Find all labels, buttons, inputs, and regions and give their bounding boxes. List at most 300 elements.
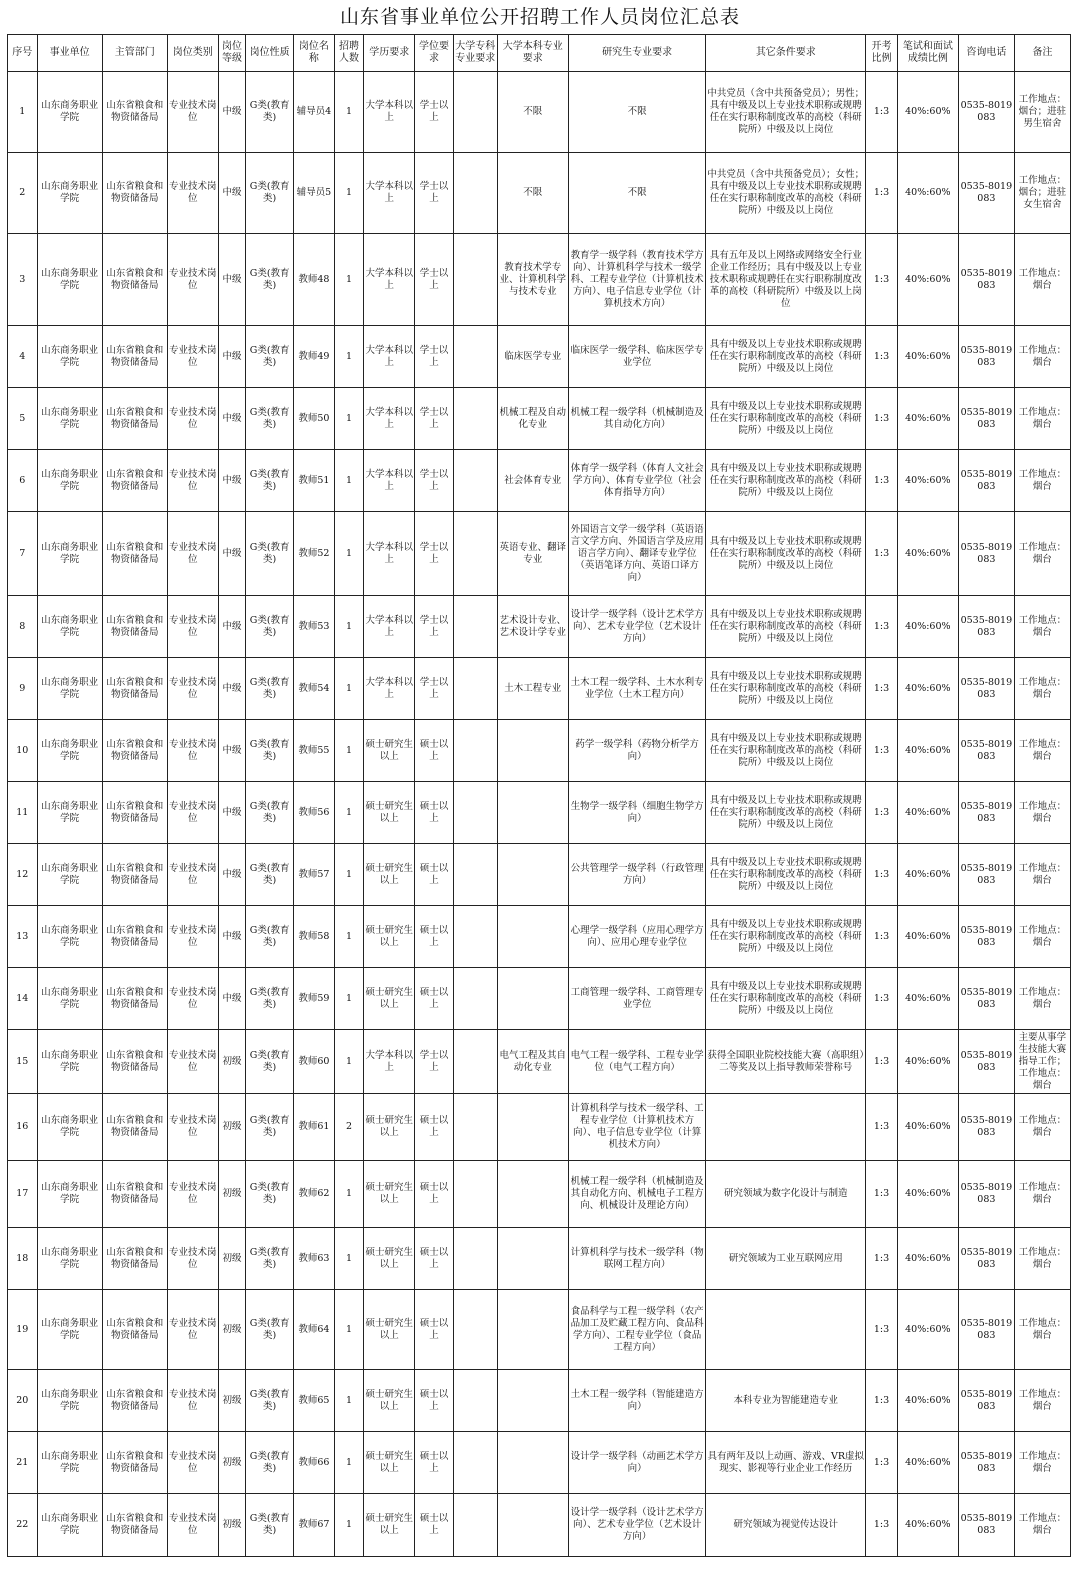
table-cell: 教师56 bbox=[294, 782, 335, 844]
table-cell: 不限 bbox=[497, 72, 568, 153]
table-cell: 40%:60% bbox=[897, 1370, 958, 1432]
header-row bbox=[8, 35, 1071, 72]
table-cell: 专业技术岗位 bbox=[167, 844, 218, 906]
table-cell: 0535-8019083 bbox=[958, 234, 1014, 326]
table-cell: 山东省粮食和物资储备局 bbox=[102, 450, 167, 512]
table-cell: 40%:60% bbox=[897, 72, 958, 153]
table-cell bbox=[453, 1228, 497, 1290]
table-cell: 2 bbox=[334, 1094, 364, 1161]
table-cell: 专业技术岗位 bbox=[167, 1290, 218, 1370]
table-cell: 具有中级及以上专业技术职称或规聘任在实行职称制度改革的高校（科研院所）中级及以上岗位 bbox=[706, 596, 866, 658]
table-cell: 大学本科以上 bbox=[364, 596, 415, 658]
table-cell: 艺术设计专业、艺术设计学专业 bbox=[497, 596, 568, 658]
table-cell: G类(教育类) bbox=[246, 1494, 294, 1557]
table-cell: 1 bbox=[334, 512, 364, 596]
table-cell: 40%:60% bbox=[897, 596, 958, 658]
table-cell: 40%:60% bbox=[897, 153, 958, 234]
column-header: 岗位类别 bbox=[167, 35, 218, 72]
table-cell: 教师63 bbox=[294, 1228, 335, 1290]
table-cell: 1 bbox=[334, 234, 364, 326]
table-cell: 山东商务职业学院 bbox=[37, 658, 102, 720]
table-cell: 专业技术岗位 bbox=[167, 512, 218, 596]
table-cell: 工作地点：烟台 bbox=[1014, 1370, 1070, 1432]
table-cell: 中级 bbox=[218, 968, 245, 1030]
table-cell: 初级 bbox=[218, 1228, 245, 1290]
table-cell: 山东商务职业学院 bbox=[37, 1432, 102, 1494]
table-cell: 山东省粮食和物资储备局 bbox=[102, 968, 167, 1030]
table-cell: G类(教育类) bbox=[246, 512, 294, 596]
table-cell: 1:3 bbox=[866, 1370, 898, 1432]
table-cell: 具有中级及以上专业技术职称或规聘任在实行职称制度改革的高校（科研院所）中级及以上岗位 bbox=[706, 844, 866, 906]
table-cell: 大学本科以上 bbox=[364, 388, 415, 450]
table-cell bbox=[497, 1290, 568, 1370]
column-header: 咨询电话 bbox=[958, 35, 1014, 72]
table-cell: 硕士研究生以上 bbox=[364, 1432, 415, 1494]
table-cell: 工作地点：烟台 bbox=[1014, 1432, 1070, 1494]
table-cell: 40%:60% bbox=[897, 1290, 958, 1370]
table-cell: 公共管理学一级学科（行政管理方向） bbox=[568, 844, 705, 906]
table-cell bbox=[497, 1161, 568, 1228]
table-cell: 教师64 bbox=[294, 1290, 335, 1370]
table-cell: 1:3 bbox=[866, 1030, 898, 1094]
table-cell: 教师51 bbox=[294, 450, 335, 512]
table-cell: 40%:60% bbox=[897, 388, 958, 450]
table-cell: 40%:60% bbox=[897, 782, 958, 844]
table-body bbox=[8, 72, 1071, 1557]
table-cell: 教师57 bbox=[294, 844, 335, 906]
table-cell: 硕士以上 bbox=[415, 1432, 454, 1494]
table-cell: 1 bbox=[334, 153, 364, 234]
table-cell: 1:3 bbox=[866, 1432, 898, 1494]
table-cell: 1 bbox=[334, 596, 364, 658]
table-cell: 山东省粮食和物资储备局 bbox=[102, 512, 167, 596]
table-cell: 1:3 bbox=[866, 1094, 898, 1161]
table-cell bbox=[497, 1370, 568, 1432]
table-cell: 1:3 bbox=[866, 968, 898, 1030]
table-cell: 具有中级及以上专业技术职称或规聘任在实行职称制度改革的高校（科研院所）中级及以上岗位 bbox=[706, 906, 866, 968]
table-cell: 初级 bbox=[218, 1094, 245, 1161]
table-cell: 教师53 bbox=[294, 596, 335, 658]
table-cell: 硕士以上 bbox=[415, 782, 454, 844]
table-cell: 40%:60% bbox=[897, 234, 958, 326]
table-cell: 20 bbox=[8, 1370, 38, 1432]
column-header: 备注 bbox=[1014, 35, 1070, 72]
table-cell: 硕士以上 bbox=[415, 720, 454, 782]
table-cell: 1 bbox=[334, 326, 364, 388]
table-cell: 0535-8019083 bbox=[958, 720, 1014, 782]
table-cell: 硕士研究生以上 bbox=[364, 1370, 415, 1432]
table-cell: 10 bbox=[8, 720, 38, 782]
table-cell: 具有中级及以上专业技术职称或规聘任在实行职称制度改革的高校（科研院所）中级及以上岗位 bbox=[706, 450, 866, 512]
table-row bbox=[8, 153, 1071, 234]
table-cell: 山东省粮食和物资储备局 bbox=[102, 1432, 167, 1494]
table-cell: 山东商务职业学院 bbox=[37, 512, 102, 596]
table-cell: 1 bbox=[334, 782, 364, 844]
table-row bbox=[8, 906, 1071, 968]
column-header: 其它条件要求 bbox=[706, 35, 866, 72]
table-cell: 硕士研究生以上 bbox=[364, 1228, 415, 1290]
table-cell bbox=[453, 72, 497, 153]
table-row bbox=[8, 968, 1071, 1030]
table-cell: G类(教育类) bbox=[246, 1161, 294, 1228]
table-cell bbox=[453, 596, 497, 658]
table-cell: 工作地点：烟台 bbox=[1014, 1290, 1070, 1370]
table-cell: 1:3 bbox=[866, 512, 898, 596]
table-cell: 14 bbox=[8, 968, 38, 1030]
table-row bbox=[8, 72, 1071, 153]
table-cell: 山东商务职业学院 bbox=[37, 388, 102, 450]
table-cell: 硕士以上 bbox=[415, 906, 454, 968]
table-cell: 辅导员5 bbox=[294, 153, 335, 234]
table-cell: 1:3 bbox=[866, 72, 898, 153]
table-cell: 1:3 bbox=[866, 906, 898, 968]
table-row bbox=[8, 1228, 1071, 1290]
table-cell: 工作地点：烟台 bbox=[1014, 450, 1070, 512]
table-cell bbox=[453, 234, 497, 326]
table-row bbox=[8, 1290, 1071, 1370]
table-cell: 计算机科学与技术一级学科（物联网工程方向） bbox=[568, 1228, 705, 1290]
table-row bbox=[8, 720, 1071, 782]
table-cell: 1 bbox=[334, 1370, 364, 1432]
table-cell: 山东商务职业学院 bbox=[37, 1370, 102, 1432]
table-cell: 机械工程及自动化专业 bbox=[497, 388, 568, 450]
table-row bbox=[8, 234, 1071, 326]
table-cell: 山东商务职业学院 bbox=[37, 906, 102, 968]
table-row bbox=[8, 450, 1071, 512]
table-cell: 山东省粮食和物资储备局 bbox=[102, 1494, 167, 1557]
table-cell: G类(教育类) bbox=[246, 1030, 294, 1094]
table-cell: 1 bbox=[334, 1228, 364, 1290]
table-cell: 12 bbox=[8, 844, 38, 906]
table-cell bbox=[497, 782, 568, 844]
table-cell: 1 bbox=[334, 388, 364, 450]
table-cell: 1 bbox=[334, 72, 364, 153]
table-row bbox=[8, 1161, 1071, 1228]
table-cell: 专业技术岗位 bbox=[167, 658, 218, 720]
table-cell: 教师66 bbox=[294, 1432, 335, 1494]
table-cell: 硕士研究生以上 bbox=[364, 1094, 415, 1161]
table-cell: 教师62 bbox=[294, 1161, 335, 1228]
table-cell: 1 bbox=[334, 450, 364, 512]
table-cell: 硕士研究生以上 bbox=[364, 720, 415, 782]
table-cell: G类(教育类) bbox=[246, 1432, 294, 1494]
column-header: 岗位性质 bbox=[246, 35, 294, 72]
table-cell: 0535-8019083 bbox=[958, 326, 1014, 388]
table-cell bbox=[497, 1432, 568, 1494]
table-cell: 0535-8019083 bbox=[958, 844, 1014, 906]
table-cell: 硕士研究生以上 bbox=[364, 782, 415, 844]
table-cell: 山东省粮食和物资储备局 bbox=[102, 1161, 167, 1228]
table-cell: 中级 bbox=[218, 450, 245, 512]
table-cell: 0535-8019083 bbox=[958, 1094, 1014, 1161]
table-cell: 本科专业为智能建造专业 bbox=[706, 1370, 866, 1432]
table-cell: G类(教育类) bbox=[246, 844, 294, 906]
table-cell: 中共党员（含中共预备党员）；女性；具有中级及以上专业技术职称或规聘任在实行职称制度改革的高校（科研院所）中级及以上岗位 bbox=[706, 153, 866, 234]
table-cell: 药学一级学科（药物分析学方向） bbox=[568, 720, 705, 782]
table-cell: 7 bbox=[8, 512, 38, 596]
table-cell: 山东省粮食和物资储备局 bbox=[102, 1370, 167, 1432]
table-cell: 学士以上 bbox=[415, 234, 454, 326]
table-cell: 中级 bbox=[218, 844, 245, 906]
table-cell: G类(教育类) bbox=[246, 596, 294, 658]
table-cell: 硕士以上 bbox=[415, 844, 454, 906]
table-cell: 外国语言文学一级学科（英语语言文学方向、外国语言学及应用语言学方向）、翻译专业学位（英语笔译方向、英语口译方向） bbox=[568, 512, 705, 596]
table-cell: 硕士以上 bbox=[415, 1494, 454, 1557]
table-cell bbox=[453, 720, 497, 782]
table-cell: 山东商务职业学院 bbox=[37, 844, 102, 906]
table-cell: 大学本科以上 bbox=[364, 234, 415, 326]
table-row bbox=[8, 596, 1071, 658]
column-header: 开考比例 bbox=[866, 35, 898, 72]
table-cell: 0535-8019083 bbox=[958, 72, 1014, 153]
table-cell: 主要从事学生技能大赛指导工作；工作地点：烟台 bbox=[1014, 1030, 1070, 1094]
table-cell: 40%:60% bbox=[897, 1494, 958, 1557]
table-cell: 山东商务职业学院 bbox=[37, 72, 102, 153]
table-cell: 专业技术岗位 bbox=[167, 450, 218, 512]
table-cell bbox=[453, 1161, 497, 1228]
table-cell: 中级 bbox=[218, 658, 245, 720]
table-cell bbox=[453, 1494, 497, 1557]
table-cell: 学士以上 bbox=[415, 596, 454, 658]
table-cell bbox=[453, 1290, 497, 1370]
table-cell: 临床医学专业 bbox=[497, 326, 568, 388]
table-cell: 工作地点：烟台；进驻女生宿舍 bbox=[1014, 153, 1070, 234]
table-cell: 社会体育专业 bbox=[497, 450, 568, 512]
column-header: 大学专科专业要求 bbox=[453, 35, 497, 72]
table-cell: 1 bbox=[8, 72, 38, 153]
table-cell: 硕士研究生以上 bbox=[364, 1161, 415, 1228]
table-cell: 2 bbox=[8, 153, 38, 234]
table-cell: 研究领域为视觉传达设计 bbox=[706, 1494, 866, 1557]
column-header: 学历要求 bbox=[364, 35, 415, 72]
table-cell: G类(教育类) bbox=[246, 326, 294, 388]
table-cell: 40%:60% bbox=[897, 968, 958, 1030]
table-cell: 15 bbox=[8, 1030, 38, 1094]
table-cell: 教师58 bbox=[294, 906, 335, 968]
table-cell: G类(教育类) bbox=[246, 388, 294, 450]
table-cell: 6 bbox=[8, 450, 38, 512]
table-cell: G类(教育类) bbox=[246, 450, 294, 512]
column-header: 笔试和面试成绩比例 bbox=[897, 35, 958, 72]
table-cell: 8 bbox=[8, 596, 38, 658]
table-cell: 专业技术岗位 bbox=[167, 1030, 218, 1094]
table-cell: 具有中级及以上专业技术职称或规聘任在实行职称制度改革的高校（科研院所）中级及以上岗位 bbox=[706, 968, 866, 1030]
table-cell: 硕士以上 bbox=[415, 1370, 454, 1432]
table-cell: 工作地点：烟台 bbox=[1014, 968, 1070, 1030]
table-cell: 中级 bbox=[218, 234, 245, 326]
table-cell: 土木工程一级学科、土木水利专业学位（土木工程方向） bbox=[568, 658, 705, 720]
table-cell bbox=[497, 1228, 568, 1290]
table-cell: G类(教育类) bbox=[246, 1370, 294, 1432]
table-cell: 初级 bbox=[218, 1432, 245, 1494]
table-cell: 1:3 bbox=[866, 1228, 898, 1290]
table-cell: 中级 bbox=[218, 326, 245, 388]
table-cell: 山东省粮食和物资储备局 bbox=[102, 1094, 167, 1161]
table-cell: 18 bbox=[8, 1228, 38, 1290]
table-cell: 山东省粮食和物资储备局 bbox=[102, 1228, 167, 1290]
table-cell: 临床医学一级学科、临床医学专业学位 bbox=[568, 326, 705, 388]
table-cell: 1 bbox=[334, 906, 364, 968]
table-cell bbox=[453, 1432, 497, 1494]
table-cell: 工商管理一级学科、工商管理专业学位 bbox=[568, 968, 705, 1030]
table-cell: 1:3 bbox=[866, 153, 898, 234]
table-cell: 中级 bbox=[218, 596, 245, 658]
table-cell: 40%:60% bbox=[897, 1432, 958, 1494]
table-cell: 不限 bbox=[497, 153, 568, 234]
table-cell: 学士以上 bbox=[415, 450, 454, 512]
table-cell: 中级 bbox=[218, 782, 245, 844]
table-cell: 0535-8019083 bbox=[958, 512, 1014, 596]
table-cell: 40%:60% bbox=[897, 906, 958, 968]
table-cell: 40%:60% bbox=[897, 1228, 958, 1290]
column-header: 主管部门 bbox=[102, 35, 167, 72]
table-cell: 0535-8019083 bbox=[958, 1370, 1014, 1432]
column-header: 序号 bbox=[8, 35, 38, 72]
table-cell: 工作地点：烟台；进驻男生宿舍 bbox=[1014, 72, 1070, 153]
table-cell: 0535-8019083 bbox=[958, 968, 1014, 1030]
table-cell bbox=[497, 844, 568, 906]
table-cell: 1 bbox=[334, 1494, 364, 1557]
table-cell: 辅导员4 bbox=[294, 72, 335, 153]
table-cell bbox=[453, 450, 497, 512]
table-cell bbox=[706, 1094, 866, 1161]
table-cell: 山东省粮食和物资储备局 bbox=[102, 153, 167, 234]
table-cell: 大学本科以上 bbox=[364, 658, 415, 720]
table-cell: 山东商务职业学院 bbox=[37, 720, 102, 782]
table-cell: 教师55 bbox=[294, 720, 335, 782]
table-cell: 19 bbox=[8, 1290, 38, 1370]
table-cell: 1:3 bbox=[866, 1494, 898, 1557]
table-cell: 山东省粮食和物资储备局 bbox=[102, 720, 167, 782]
table-cell: G类(教育类) bbox=[246, 720, 294, 782]
table-cell: 工作地点：烟台 bbox=[1014, 1494, 1070, 1557]
table-cell: 学士以上 bbox=[415, 153, 454, 234]
table-cell: 40%:60% bbox=[897, 512, 958, 596]
table-row bbox=[8, 658, 1071, 720]
column-header: 大学本科专业要求 bbox=[497, 35, 568, 72]
table-cell: 研究领域为工业互联网应用 bbox=[706, 1228, 866, 1290]
table-cell: 学士以上 bbox=[415, 326, 454, 388]
table-cell: 工作地点：烟台 bbox=[1014, 844, 1070, 906]
table-cell: 工作地点：烟台 bbox=[1014, 658, 1070, 720]
table-cell: 教师50 bbox=[294, 388, 335, 450]
table-cell: 专业技术岗位 bbox=[167, 388, 218, 450]
table-cell: 专业技术岗位 bbox=[167, 906, 218, 968]
table-row bbox=[8, 1432, 1071, 1494]
table-cell: 40%:60% bbox=[897, 658, 958, 720]
table-cell: 山东省粮食和物资储备局 bbox=[102, 326, 167, 388]
table-cell: 专业技术岗位 bbox=[167, 326, 218, 388]
table-cell: 山东商务职业学院 bbox=[37, 1094, 102, 1161]
table-cell: 山东商务职业学院 bbox=[37, 968, 102, 1030]
table-cell: 英语专业、翻译专业 bbox=[497, 512, 568, 596]
table-cell: 1 bbox=[334, 1161, 364, 1228]
table-cell: 工作地点：烟台 bbox=[1014, 1161, 1070, 1228]
table-cell: 土木工程一级学科（智能建造方向） bbox=[568, 1370, 705, 1432]
column-header: 岗位等级 bbox=[218, 35, 245, 72]
table-cell: 硕士研究生以上 bbox=[364, 968, 415, 1030]
table-cell bbox=[453, 153, 497, 234]
table-cell: 1:3 bbox=[866, 720, 898, 782]
table-cell: 1:3 bbox=[866, 388, 898, 450]
table-cell: 1:3 bbox=[866, 326, 898, 388]
column-header: 学位要求 bbox=[415, 35, 454, 72]
table-cell: 专业技术岗位 bbox=[167, 1432, 218, 1494]
table-cell: 机械工程一级学科（机械制造及其自动化方向） bbox=[568, 388, 705, 450]
table-row bbox=[8, 1494, 1071, 1557]
table-cell: 21 bbox=[8, 1432, 38, 1494]
table-cell: 工作地点：烟台 bbox=[1014, 1094, 1070, 1161]
table-cell: 专业技术岗位 bbox=[167, 968, 218, 1030]
table-cell: 专业技术岗位 bbox=[167, 153, 218, 234]
table-cell: 山东商务职业学院 bbox=[37, 1494, 102, 1557]
table-cell: 山东商务职业学院 bbox=[37, 1290, 102, 1370]
table-cell: 0535-8019083 bbox=[958, 388, 1014, 450]
column-header: 岗位名称 bbox=[294, 35, 335, 72]
table-cell: 大学本科以上 bbox=[364, 72, 415, 153]
table-cell: 16 bbox=[8, 1094, 38, 1161]
table-cell: 具有两年及以上动画、游戏、VR虚拟现实、影视等行业企业工作经历 bbox=[706, 1432, 866, 1494]
table-cell: 学士以上 bbox=[415, 512, 454, 596]
table-cell: 教师59 bbox=[294, 968, 335, 1030]
table-cell: 不限 bbox=[568, 72, 705, 153]
table-row bbox=[8, 512, 1071, 596]
table-row bbox=[8, 1370, 1071, 1432]
table-cell: 专业技术岗位 bbox=[167, 1494, 218, 1557]
table-cell: 硕士研究生以上 bbox=[364, 1290, 415, 1370]
table-cell: 不限 bbox=[568, 153, 705, 234]
table-cell: 教师48 bbox=[294, 234, 335, 326]
column-header: 研究生专业要求 bbox=[568, 35, 705, 72]
column-header: 事业单位 bbox=[37, 35, 102, 72]
table-cell: 教育学一级学科（教育技术学方向）、计算机科学与技术一级学科、工程专业学位（计算机技术方向）、电子信息专业学位（计算机技术方向） bbox=[568, 234, 705, 326]
table-cell: 专业技术岗位 bbox=[167, 782, 218, 844]
table-cell: 教育技术学专业、计算机科学与技术专业 bbox=[497, 234, 568, 326]
column-header: 招聘人数 bbox=[334, 35, 364, 72]
table-cell: 专业技术岗位 bbox=[167, 72, 218, 153]
table-row bbox=[8, 1030, 1071, 1094]
table-cell: 工作地点：烟台 bbox=[1014, 388, 1070, 450]
table-cell: 0535-8019083 bbox=[958, 1161, 1014, 1228]
table-cell bbox=[453, 658, 497, 720]
table-cell: 体育学一级学科（体育人文社会学方向）、体育专业学位（社会体育指导方向） bbox=[568, 450, 705, 512]
table-cell: 专业技术岗位 bbox=[167, 596, 218, 658]
table-cell: 40%:60% bbox=[897, 1161, 958, 1228]
table-cell: 0535-8019083 bbox=[958, 782, 1014, 844]
table-cell: 5 bbox=[8, 388, 38, 450]
table-cell: 工作地点：烟台 bbox=[1014, 782, 1070, 844]
table-cell: G类(教育类) bbox=[246, 1094, 294, 1161]
table-cell bbox=[453, 906, 497, 968]
table-cell: 0535-8019083 bbox=[958, 1494, 1014, 1557]
table-cell: G类(教育类) bbox=[246, 153, 294, 234]
table-cell: 硕士以上 bbox=[415, 1228, 454, 1290]
table-cell bbox=[453, 1094, 497, 1161]
table-cell bbox=[453, 1370, 497, 1432]
table-cell: 工作地点：烟台 bbox=[1014, 234, 1070, 326]
table-cell: 0535-8019083 bbox=[958, 1228, 1014, 1290]
table-cell: 教师61 bbox=[294, 1094, 335, 1161]
table-cell: 中共党员（含中共预备党员）；男性；具有中级及以上专业技术职称或规聘任在实行职称制度改革的高校（科研院所）中级及以上岗位 bbox=[706, 72, 866, 153]
table-cell: 0535-8019083 bbox=[958, 1030, 1014, 1094]
table-cell: 山东商务职业学院 bbox=[37, 1030, 102, 1094]
table-cell: 计算机科学与技术一级学科、工程专业学位（计算机技术方向）、电子信息专业学位（计算机技术方向） bbox=[568, 1094, 705, 1161]
table-cell: 土木工程专业 bbox=[497, 658, 568, 720]
table-cell: 设计学一级学科（动画艺术学方向） bbox=[568, 1432, 705, 1494]
table-row bbox=[8, 326, 1071, 388]
table-cell: 专业技术岗位 bbox=[167, 234, 218, 326]
table-cell: 1 bbox=[334, 1432, 364, 1494]
